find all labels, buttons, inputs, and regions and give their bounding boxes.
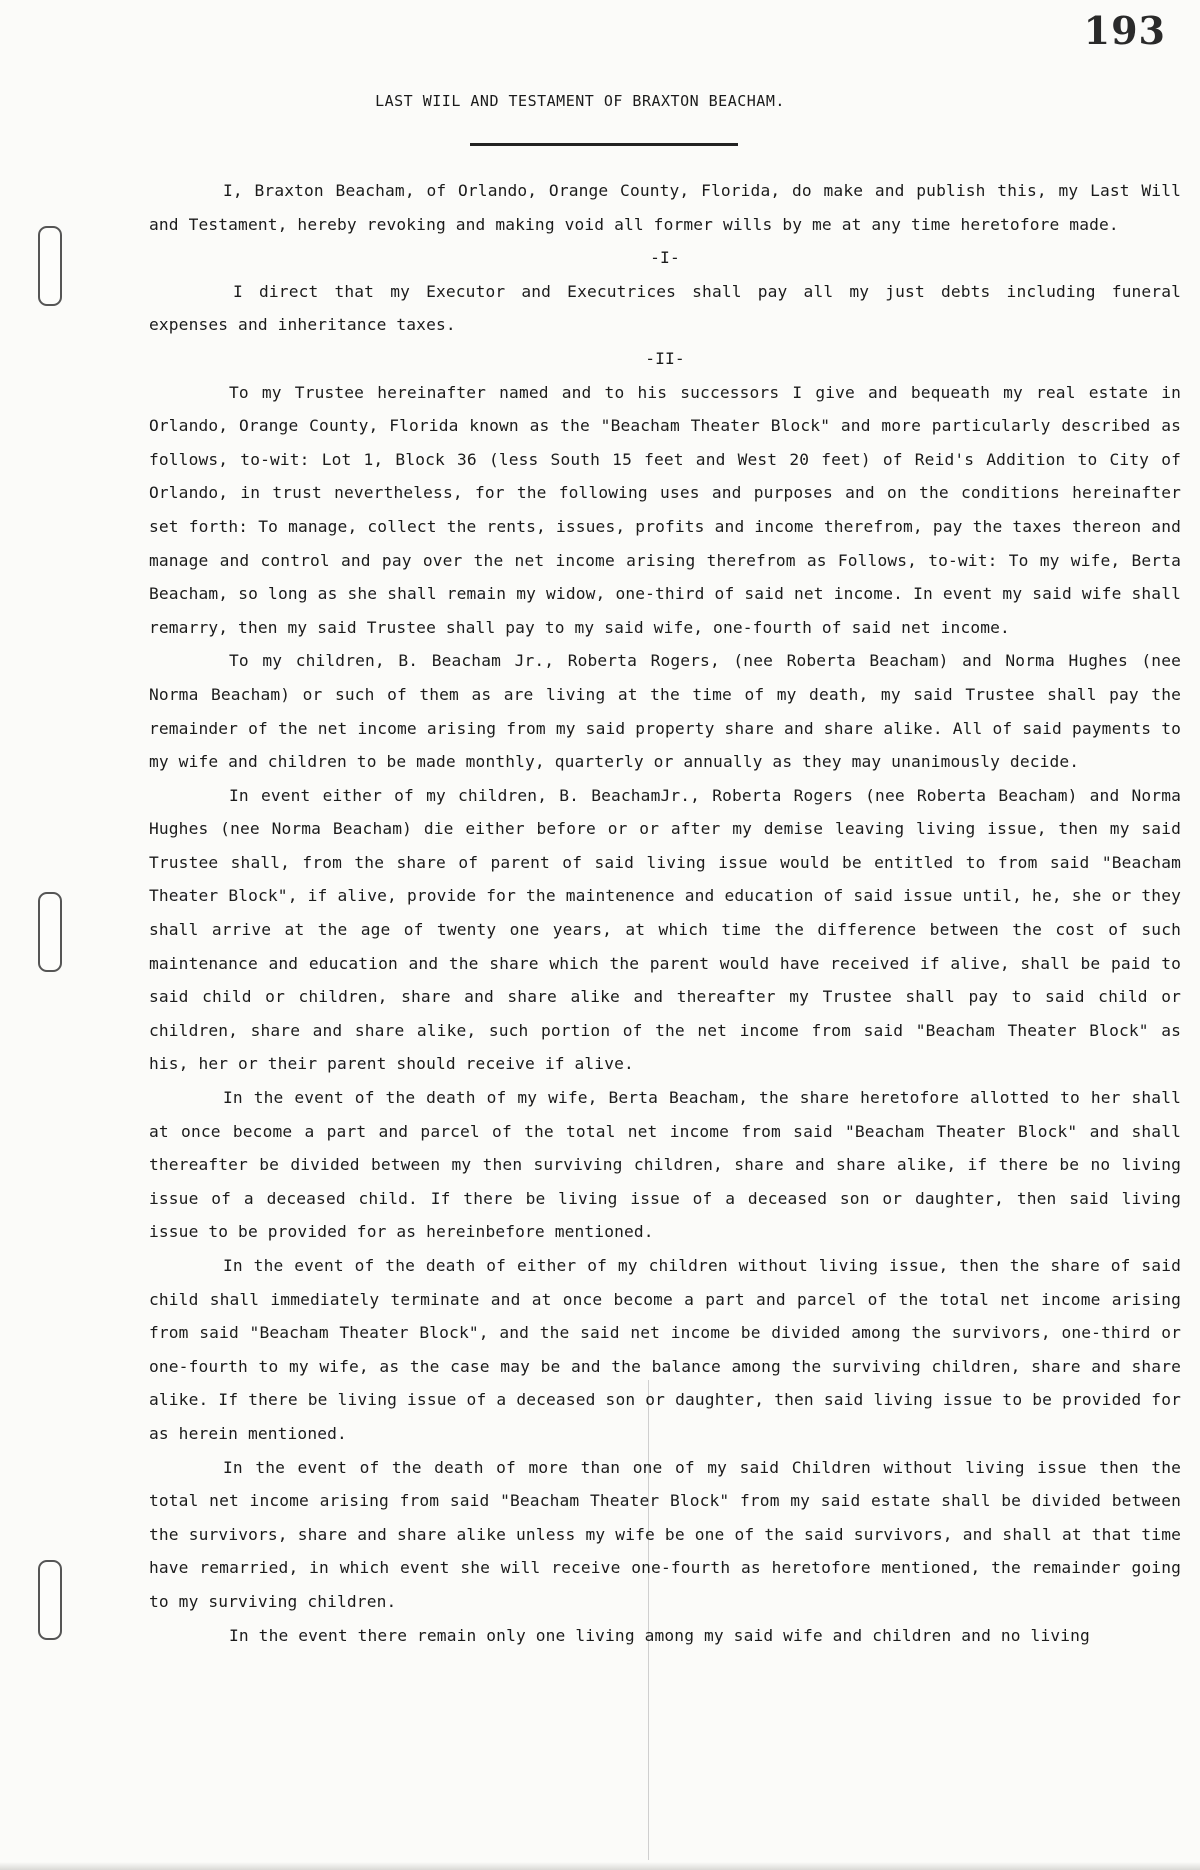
document-title: LAST WIIL AND TESTAMENT OF BRAXTON BEACHAM. (375, 92, 785, 110)
section-heading-i: -I- (650, 248, 680, 268)
paragraph-intro: I, Braxton Beacham, of Orlando, Orange County, Florida, do make and publish this, my Last Will and Testament, hereby revoking and making void all former wills by me at any time heretofore made. (149, 181, 1181, 234)
paragraph-living-issue: In event either of my children, B. BeachamJr., Roberta Rogers (nee Roberta Beacham) and Norma Hughes (nee Norma Beacham) die either before or or after my demise leaving living issue, then my said Trustee shall, from the share of parent of said living issue would be entitled to from said "Beacham Theater Block", if alive, provide for the maintenence and education of said issue until, he, she or they shall arrive at the age of twenty one years, at which time the difference between the cost of such maintenance and education and the share which the parent would have received if alive, shall be paid to said child or children, share and share alike and thereafter my Trustee shall pay to said child or children, share and share alike, such portion of the net income from said "Beacham Theater Block" as his, her or their parent should receive if alive. (149, 785, 1181, 1074)
page-bottom-edge (0, 1862, 1200, 1870)
section-heading-ii: -II- (645, 348, 685, 368)
title-underline (470, 143, 738, 146)
paragraph-only-one-living: In the event there remain only one living among my said wife and children and no living (229, 1625, 1090, 1645)
punch-hole-bottom (38, 1560, 62, 1640)
paragraph-trust: To my Trustee hereinafter named and to his successors I give and bequeath my real estate in Orlando, Orange County, Florida known as the "Beacham Theater Block" and more particularly described as follows, to-wit: Lot 1, Block 36 (less South 15 feet and West 20 feet) of Reid's Addition to City of Orlando, in trust nevertheless, for the following uses and purposes and on the conditions hereinafter set forth: To manage, collect the rents, issues, profits and income therefrom, pay the taxes thereon and manage and control and pay over the net income arising therefrom as Follows, to-wit: To my wife, Berta Beacham, so long as she shall remain my widow, one-third of said net income. In event my said wife shall remarry, then my said Trustee shall pay to my said wife, one-fourth of said net income. (149, 382, 1181, 637)
paragraph-children-share: To my children, B. Beacham Jr., Roberta Rogers, (nee Roberta Beacham) and Norma Hughes (nee Norma Beacham) or such of them as are living at the time of my death, my said Trustee shall pay the remainder of the net income arising from my said property share and share alike. All of said payments to my wife and children to be made monthly, quarterly or annually as they may unanimously decide. (149, 651, 1181, 772)
paragraph-debts: I direct that my Executor and Executrices shall pay all my just debts including funeral expenses and inheritance taxes. (149, 281, 1181, 335)
document-body (149, 174, 1181, 1652)
punch-hole-middle (38, 892, 62, 972)
punch-hole-top (38, 226, 62, 306)
paragraph-death-of-child: In the event of the death of either of my children without living issue, then the share of said child shall immediately terminate and at once become a part and parcel of the total net income arising from said "Beacham Theater Block", and the said net income be divided among the survivors, one-third or one-fourth to my wife, as the case may be and the balance among the surviving children, share and share alike. If there be living issue of a deceased son or daughter, then said living issue to be provided for as herein mentioned. (149, 1256, 1181, 1443)
page-number: 193 (1083, 8, 1166, 53)
paragraph-death-of-wife: In the event of the death of my wife, Berta Beacham, the share heretofore allotted to her shall at once become a part and parcel of the total net income from said "Beacham Theater Block" and shall thereafter be divided between my then surviving children, share and share alike, if there be no living issue of a deceased child. If there be living issue of a deceased son or daughter, then said living issue to be provided for as hereinbefore mentioned. (149, 1088, 1181, 1242)
paragraph-death-of-multiple-children: In the event of the death of more than one of my said Children without living issue then the total net income arising from said "Beacham Theater Block" from my said estate shall be divided between the survivors, share and share alike unless my wife be one of the said survivors, and shall at that time have remarried, in which event she will receive one-fourth as heretofore mentioned, the remainder going to my surviving children. (149, 1457, 1181, 1611)
